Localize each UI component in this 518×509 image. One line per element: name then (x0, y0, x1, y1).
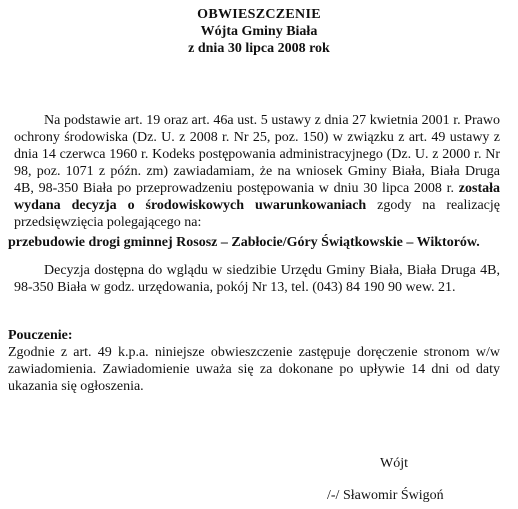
main-paragraph-start: Na podstawie art. 19 oraz art. 46a ust. 5 ustawy z dnia 27 kwietnia 2001 r. Prawo ochrony środowiska (Dz. U. z 2008 r. Nr 25, poz. 150) w związku z art. 49 ustawy z dnia 14 czerwca 1960 r. Kodeks postępowania administracyjnego (Dz. U. z 2000 r. Nr 98, poz. 1071 z późn. zm) zawiadamiam, że na wniosek Gminy Biała, Biała Druga 4B, 98-350 Biała po przeprowadzeniu postępowania w dniu 30 lipca 2008 r. (14, 113, 500, 196)
signature-title: Wójt (380, 456, 408, 471)
notice-text: Zgodnie z art. 49 k.p.a. niniejsze obwieszczenie zastępuje doręczenie stronom w/w zawiadomienia. Zawiadomienie uważa się za dokonane po upływie 14 dni od daty ukazania się ogłoszenia. (8, 345, 500, 394)
document-title: OBWIESZCZENIE (197, 7, 321, 22)
signature-name: /-/ Sławomir Świgoń (327, 488, 444, 503)
availability-paragraph: Decyzja dostępna do wglądu w siedzibie Urzędu Gminy Biała, Biała Druga 4B, 98-350 Biała w godz. urzędowania, pokój Nr 13, tel. (043) 84 190 90 wew. 21. (14, 263, 500, 295)
notice-title: Pouczenie: (8, 328, 73, 343)
main-paragraph-end: zgody na realizację przedsięwzięcia polegającego na: (14, 198, 500, 230)
decision-statement: została wydana decyzja o środowiskowych uwarunkowaniach (14, 181, 500, 213)
main-paragraph (14, 112, 500, 231)
project-name: przebudowie drogi gminnej Rososz – Zabłocie/Góry Świątkowskie – Wiktorów. (8, 235, 480, 250)
document-issuer: Wójta Gminy Biała (200, 24, 318, 39)
document-date: z dnia 30 lipca 2008 rok (188, 41, 330, 56)
